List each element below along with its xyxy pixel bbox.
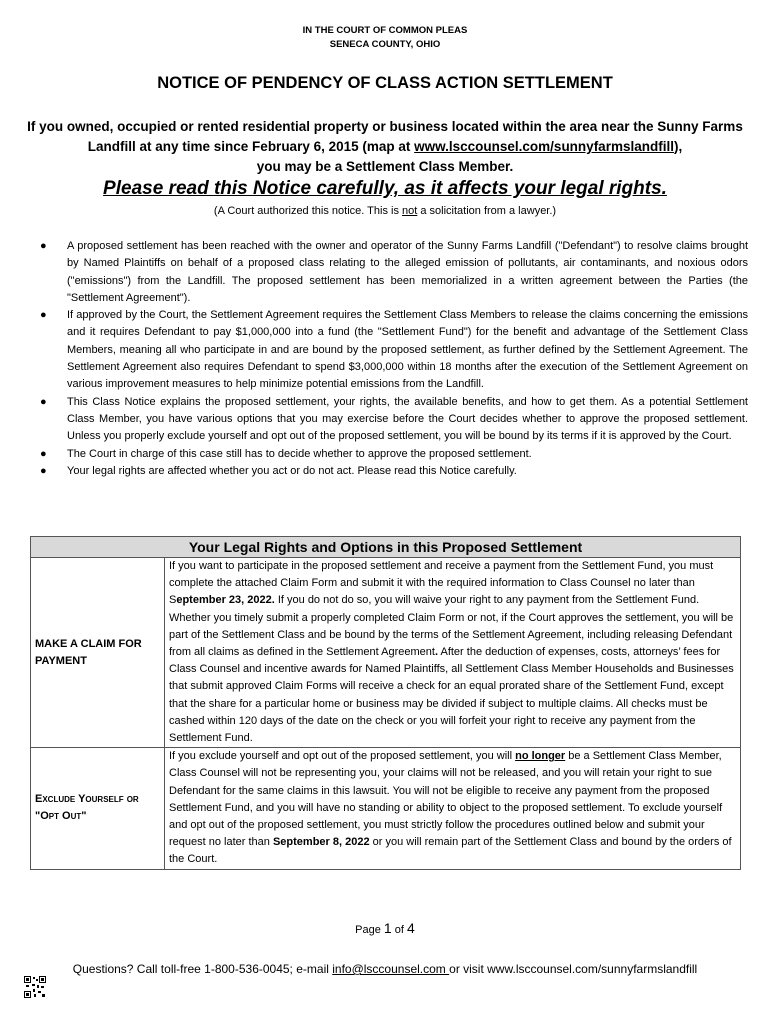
bullet-icon: ● xyxy=(40,447,47,460)
page-number xyxy=(0,920,770,936)
intro-paragraph xyxy=(20,117,750,177)
bullet-icon: ● xyxy=(40,309,47,322)
bullet-icon: ● xyxy=(40,395,47,408)
authorized-note xyxy=(0,205,770,217)
claim-text-1: If you want to participate in the proposed settlement and receive a payment from the Settlement Fund, you must complete the attached Claim Form and submit it with the required information to Class Counsel no later than S xyxy=(169,560,714,607)
claim-text-2: If you do not do so, you will waive your right to any payment from the Settlement Fund. Whether you timely submit a properly completed Claim Form or not, if the Court approves the settlement, you will be part of the Settlement Class and be bound by the terms of the Settlement Agreement, including releasing Defendant from all claims as defined in the Settlement Agreement xyxy=(169,594,734,659)
exclude-text-2: be a Settlement Class Member, Class Counsel will not be representing you, your claims will not be released, and you will retain your right to sue Defendant for the same claims in this lawsuit. You will not be eligible to receive any payment from the proposed Settlement Fund, and you will have no standing or ability to object to the proposed settlement. To exclude yourself and opt out of the proposed settlement, you must strictly follow the procedures outlined below and submit your request no later than xyxy=(169,750,723,849)
bullet-item xyxy=(30,307,748,393)
intro-text-3: you may be a Settlement Class Member. xyxy=(256,159,514,174)
exclude-text-3: or you will remain part of the Settlement Class and bound by the orders of the Court. xyxy=(169,836,732,866)
claim-description xyxy=(165,558,741,748)
bullet-item xyxy=(30,394,748,446)
table-heading: Your Legal Rights and Options in this Proposed Settlement xyxy=(31,537,741,558)
table-row-claim xyxy=(31,558,741,748)
court-name: IN THE COURT OF COMMON PLEAS xyxy=(302,25,468,36)
exclude-deadline: September 8, 2022 xyxy=(272,836,370,849)
exclude-text-1: If you exclude yourself and opt out of the proposed settlement, you will xyxy=(169,750,516,763)
footer-text-2: or visit www.lsccounsel.com/sunnyfarmslandfill xyxy=(449,962,698,976)
bullet-item xyxy=(30,446,748,463)
email-link[interactable]: info@lsccounsel.com xyxy=(332,962,450,976)
intro-text-2: ), xyxy=(673,139,683,154)
qr-code-icon xyxy=(24,976,46,998)
bullet-text: This Class Notice explains the proposed settlement, your rights, the available benefits, and how to get them. As a potential Settlement Class Member, you have various options that you may exercise before the Court decides whether to approve the proposed settlement. Unless you properly exclude yourself and opt out of the proposed settlement, you will be bound by its terms if it is approved by the Court. xyxy=(67,395,748,443)
authorized-not: not xyxy=(402,205,418,217)
authorized-text-2: a solicitation from a lawyer.) xyxy=(417,205,557,217)
table-row-exclude xyxy=(31,748,741,869)
page-current: 1 xyxy=(383,920,392,936)
bullet-text: If approved by the Court, the Settlement Agreement requires the Settlement Class Members to release the claims concerning the emissions and it requires Defendant to pay $1,000,000 into a fund (the "Settlement Fund") for the benefit and advantage of the Settlement Class Members, meaning all who participate in and are bound by the proposed settlement, as further defined by the Settlement Agreement. The Settlement Agreement also requires Defendant to spend $3,000,000 within 18 months after the execution of the Settlement Agreement on various improvement measures to help minimize potential emissions from the Landfill. xyxy=(67,309,748,391)
bullet-icon: ● xyxy=(40,240,47,252)
page-label: Page xyxy=(355,924,381,936)
claim-period: . xyxy=(434,646,439,659)
exclude-description xyxy=(165,748,741,869)
no-longer-emphasis: no longer xyxy=(515,750,566,763)
exclude-label-line1: Exclude Yourself or xyxy=(35,793,139,806)
legal-rights-table xyxy=(30,536,741,870)
page-of: of xyxy=(394,924,404,936)
bullet-icon: ● xyxy=(40,464,47,477)
notice-title: NOTICE OF PENDENCY OF CLASS ACTION SETTLEMENT xyxy=(157,74,613,92)
claim-label: MAKE A CLAIM FOR PAYMENT xyxy=(31,558,165,748)
map-link[interactable]: www.lsccounsel.com/sunnyfarmslandfill xyxy=(414,139,674,154)
bullet-text: A proposed settlement has been reached with the owner and operator of the Sunny Farms Landfill ("Defendant") to resolve claims brought by Named Plaintiffs on behalf of a proposed class relating to the alleged emission of pollutants, air contaminants, and noxious odors ("emissions") from the Landfill. The proposed settlement has been memorialized in a written agreement between the Parties (the "Settlement Agreement"). xyxy=(67,240,748,304)
footer-contact xyxy=(0,962,770,976)
county-name: SENECA COUNTY, OHIO xyxy=(329,39,441,50)
please-read-heading: Please read this Notice carefully, as it affects your legal rights. xyxy=(103,178,667,199)
table-header-row xyxy=(31,537,741,558)
footer-text-1: Questions? Call toll-free 1-800-536-0045; e-mail xyxy=(72,962,333,976)
bullet-item xyxy=(30,463,748,480)
authorized-text-1: (A Court authorized this notice. This is xyxy=(213,205,403,217)
summary-bullets xyxy=(30,238,748,480)
bullet-text: Your legal rights are affected whether you act or do not act. Please read this Notice carefully. xyxy=(67,464,517,477)
court-header xyxy=(0,24,770,52)
page-total: 4 xyxy=(407,920,415,936)
bullet-item xyxy=(30,238,748,307)
claim-deadline: eptember 23, 2022. xyxy=(176,594,275,607)
exclude-label xyxy=(31,748,165,869)
claim-text-3: After the deduction of expenses, costs, attorneys’ fees for Class Counsel and incentive awards for Named Plaintiffs, all Settlement Class Member Households and Businesses that submit approved Claim Forms will receive a check for an equal prorated share of the Settlement Fund, except that the share for a particular home or business may be divided if subject to multiple claims. All checks must be cashed within 120 days of the date on the check or you will forfeit your right to receive any payment from the Settlement Fund. xyxy=(169,646,734,745)
exclude-label-line2: "Opt Out" xyxy=(35,810,87,823)
intro-text-1: If you owned, occupied or rented residential property or business located within the area near the Sunny Farms Landfill at any time since February 6, 2015 (map at xyxy=(27,119,743,154)
bullet-text: The Court in charge of this case still has to decide whether to approve the proposed settlement. xyxy=(67,447,532,460)
